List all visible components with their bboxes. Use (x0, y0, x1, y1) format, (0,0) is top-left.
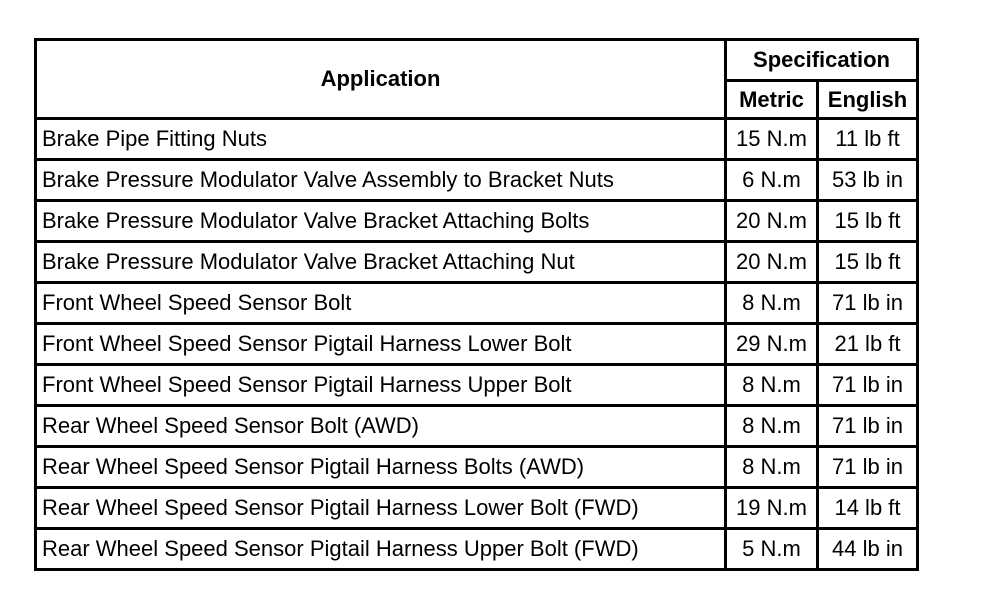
table-row (36, 242, 918, 283)
english-header: English (818, 81, 918, 119)
application-cell: Front Wheel Speed Sensor Pigtail Harness Upper Bolt (36, 365, 726, 406)
metric-cell: 8 N.m (726, 447, 818, 488)
application-cell: Brake Pressure Modulator Valve Bracket Attaching Nut (36, 242, 726, 283)
table-row (36, 201, 918, 242)
table-row (36, 488, 918, 529)
metric-cell: 29 N.m (726, 324, 818, 365)
metric-cell: 19 N.m (726, 488, 818, 529)
application-header: Application (36, 40, 726, 119)
metric-cell: 15 N.m (726, 119, 818, 160)
metric-cell: 6 N.m (726, 160, 818, 201)
application-cell: Rear Wheel Speed Sensor Pigtail Harness Upper Bolt (FWD) (36, 529, 726, 570)
table-row (36, 324, 918, 365)
metric-cell: 5 N.m (726, 529, 818, 570)
specification-header: Specification (726, 40, 918, 81)
metric-cell: 20 N.m (726, 242, 818, 283)
application-cell: Rear Wheel Speed Sensor Bolt (AWD) (36, 406, 726, 447)
application-cell: Brake Pressure Modulator Valve Bracket Attaching Bolts (36, 201, 726, 242)
english-cell: 71 lb in (818, 406, 918, 447)
table-row (36, 283, 918, 324)
english-cell: 44 lb in (818, 529, 918, 570)
english-cell: 53 lb in (818, 160, 918, 201)
table-row (36, 406, 918, 447)
metric-cell: 8 N.m (726, 283, 818, 324)
table-row (36, 160, 918, 201)
table-header (36, 40, 918, 119)
english-cell: 71 lb in (818, 365, 918, 406)
metric-cell: 8 N.m (726, 406, 818, 447)
application-cell: Rear Wheel Speed Sensor Pigtail Harness Lower Bolt (FWD) (36, 488, 726, 529)
english-cell: 15 lb ft (818, 242, 918, 283)
table-row (36, 365, 918, 406)
table-row (36, 447, 918, 488)
application-cell: Front Wheel Speed Sensor Pigtail Harness Lower Bolt (36, 324, 726, 365)
table-row (36, 529, 918, 570)
metric-cell: 20 N.m (726, 201, 818, 242)
english-cell: 71 lb in (818, 447, 918, 488)
english-cell: 11 lb ft (818, 119, 918, 160)
english-cell: 71 lb in (818, 283, 918, 324)
english-cell: 21 lb ft (818, 324, 918, 365)
metric-cell: 8 N.m (726, 365, 818, 406)
metric-header: Metric (726, 81, 818, 119)
specification-table (34, 38, 919, 571)
application-cell: Front Wheel Speed Sensor Bolt (36, 283, 726, 324)
application-cell: Brake Pressure Modulator Valve Assembly to Bracket Nuts (36, 160, 726, 201)
application-cell: Brake Pipe Fitting Nuts (36, 119, 726, 160)
application-cell: Rear Wheel Speed Sensor Pigtail Harness Bolts (AWD) (36, 447, 726, 488)
table-body (36, 119, 918, 570)
table-row (36, 119, 918, 160)
header-row-top (36, 40, 918, 81)
english-cell: 15 lb ft (818, 201, 918, 242)
english-cell: 14 lb ft (818, 488, 918, 529)
